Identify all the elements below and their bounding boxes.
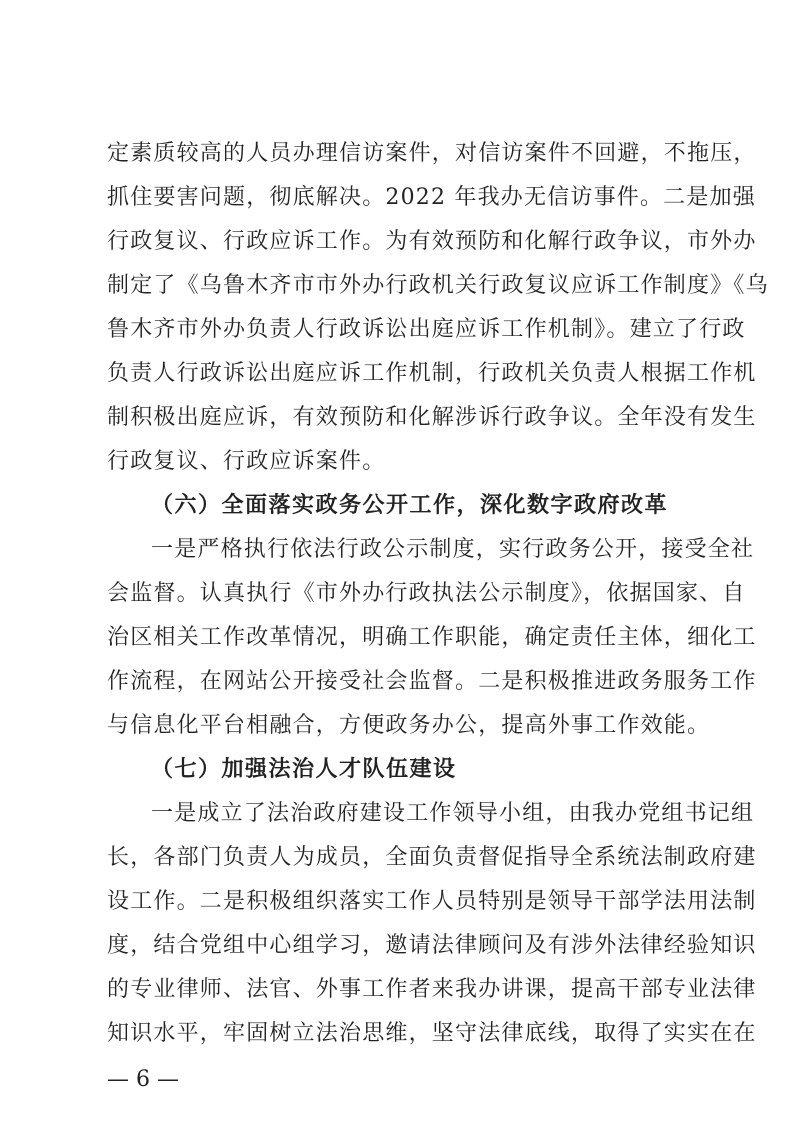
body-text-line: 作流程，在网站公开接受社会监督。二是积极推进政务服务工作: [107, 669, 757, 694]
body-text-line: 度，结合党组中心组学习，邀请法律顾问及有涉外法律经验知识: [107, 933, 757, 958]
section-heading-seven: （七）加强法治人才队伍建设: [151, 757, 457, 782]
body-text-line: 鲁木齐市外办负责人行政诉讼出庭应诉工作机制》。建立了行政: [107, 317, 746, 342]
section-heading-six: （六）全面落实政务公开工作，深化数字政府改革: [151, 493, 669, 518]
body-text-line: 抓住要害问题，彻底解决。2022 年我办无信访事件。二是加强: [107, 185, 756, 210]
body-text-line: 负责人行政诉讼出庭应诉工作机制，行政机关负责人根据工作机: [107, 361, 757, 386]
body-text-line: 治区相关工作改革情况，明确工作职能，确定责任主体，细化工: [107, 625, 757, 650]
body-text-line: 行政复议、行政应诉案件。: [107, 449, 386, 474]
body-text-line: 行政复议、行政应诉工作。为有效预防和化解行政争议，市外办: [107, 229, 757, 254]
body-text-line: 与信息化平台相融合，方便政务办公，提高外事工作效能。: [107, 713, 711, 738]
body-text-line: 制积极出庭应诉，有效预防和化解涉诉行政争议。全年没有发生: [107, 405, 757, 430]
body-text-line: 会监督。认真执行《市外办行政执法公示制度》，依据国家、自: [107, 581, 746, 606]
page-number: — 6 —: [107, 1067, 179, 1092]
body-text-line: 定素质较高的人员办理信访案件，对信访案件不回避，不拖压，: [107, 141, 757, 166]
body-text-line: 一是成立了法治政府建设工作领导小组，由我办党组书记组: [151, 801, 755, 826]
body-text-line: 设工作。二是积极组织落实工作人员特别是领导干部学法用法制: [107, 889, 757, 914]
body-text-line: 知识水平，牢固树立法治思维，坚守法律底线，取得了实实在在: [107, 1021, 757, 1046]
body-text-line: 的专业律师、法官、外事工作者来我办讲课，提高干部专业法律: [107, 977, 757, 1002]
body-text-line: 一是严格执行依法行政公示制度，实行政务公开，接受全社: [151, 537, 755, 562]
body-text-line: 制定了《乌鲁木齐市市外办行政机关行政复议应诉工作制度》《乌: [107, 273, 769, 298]
body-text-line: 长，各部门负责人为成员，全面负责督促指导全系统法制政府建: [107, 845, 757, 870]
